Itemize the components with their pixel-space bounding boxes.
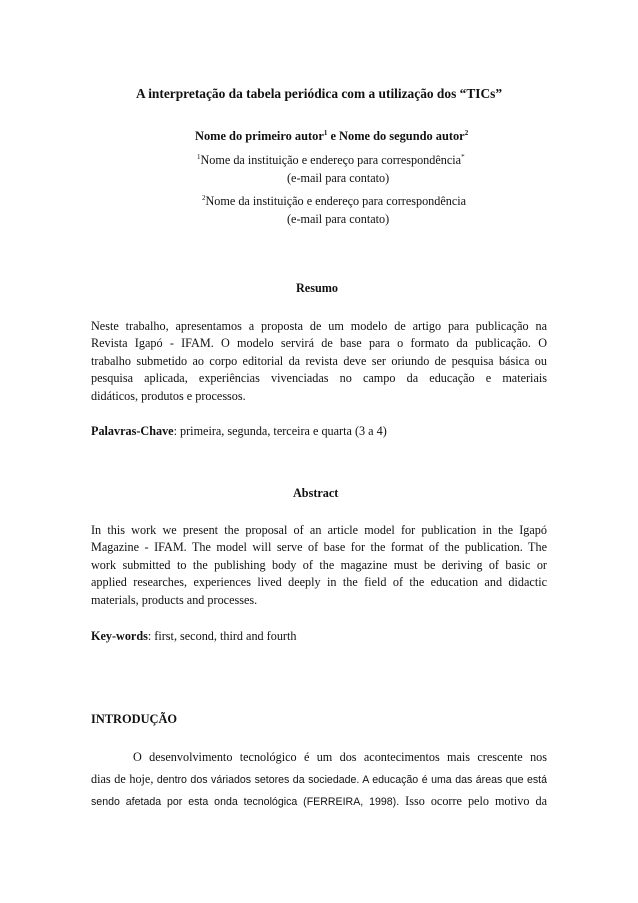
resumo-heading: Resumo <box>296 281 338 295</box>
palavras-chave-text: : primeira, segunda, terceira e quarta (3 a 4) <box>173 424 387 438</box>
introducao-line-serif: Isso ocorre pelo motivo da <box>399 794 548 808</box>
second-author-name: Nome do segundo autor <box>339 129 465 143</box>
author-line <box>195 129 468 144</box>
resumo-line: Neste trabalho, apresentamos a proposta de um modelo de artigo para publicação na <box>91 319 547 333</box>
introducao-line <box>91 790 547 812</box>
palavras-chave <box>91 424 387 439</box>
resumo-line: Revista Igapó - IFAM. O modelo servirá de base para o formato da publicação. O <box>91 336 547 351</box>
resumo-line: didáticos, produtos e processos. <box>91 388 246 403</box>
key-words-text: : first, second, third and fourth <box>147 629 297 643</box>
introducao-line: O desenvolvimento tecnológico é um dos acontecimentos mais crescente nos <box>133 750 547 764</box>
first-author-sup: 1 <box>323 129 328 137</box>
affiliation-2-email: (e-mail para contato) <box>287 212 390 226</box>
author-connector: e <box>330 129 336 143</box>
introducao-heading: INTRODUÇÃO <box>91 712 178 726</box>
affiliation-1-mark: * <box>461 153 465 161</box>
paper-title: A interpretação da tabela periódica com a utilização dos “TICs” <box>135 86 503 101</box>
affiliation-2-sup: 2 <box>202 194 206 202</box>
introducao-line-sans: dentro dos váriados setores da sociedade. A educação é uma das áreas que está <box>153 774 547 786</box>
introducao-line-serif: dias de hoje, <box>91 772 154 786</box>
abstract-line: materials, products and processes. <box>91 592 258 607</box>
abstract-line: work submitted to the publishing body of the magazine must be deriving of basic or <box>91 557 547 572</box>
affiliation-2-text: Nome da instituição e endereço para correspondência <box>205 194 467 208</box>
resumo-paragraph <box>91 318 547 405</box>
introducao-line <box>91 768 547 790</box>
abstract-heading: Abstract <box>293 486 339 500</box>
resumo-line: trabalho submetido ao corpo editorial da revista deve ser oriundo de pesquisa básica ou <box>91 353 547 368</box>
key-words <box>91 629 296 644</box>
abstract-paragraph <box>91 522 547 609</box>
affiliation-1-email: (e-mail para contato) <box>287 171 390 185</box>
first-author-name: Nome do primeiro autor <box>195 129 324 143</box>
abstract-line: In this work we present the proposal of an article model for publication in the Igapó <box>91 523 547 537</box>
introducao-line-sans: sendo afetada por esta onda tecnológica (FERREIRA, 1998). <box>91 796 400 808</box>
abstract-line: applied researches, experiences lived deeply in the field of the education and didactic <box>91 575 547 590</box>
abstract-line: Magazine - IFAM. The model will serve of base for the format of the publication. The <box>91 540 547 555</box>
introducao-paragraph <box>91 746 547 812</box>
palavras-chave-label: Palavras-Chave <box>91 424 174 438</box>
affiliation-1-text: Nome da instituição e endereço para correspondência <box>200 153 462 167</box>
resumo-line: pesquisa aplicada, experiências vivenciadas no campo da educação e materiais <box>91 371 547 386</box>
affiliation-1-sup: 1 <box>197 153 201 161</box>
second-author-sup: 2 <box>464 129 469 137</box>
key-words-label: Key-words <box>91 629 148 643</box>
affiliation-1 <box>197 153 465 168</box>
affiliation-2 <box>202 194 466 209</box>
